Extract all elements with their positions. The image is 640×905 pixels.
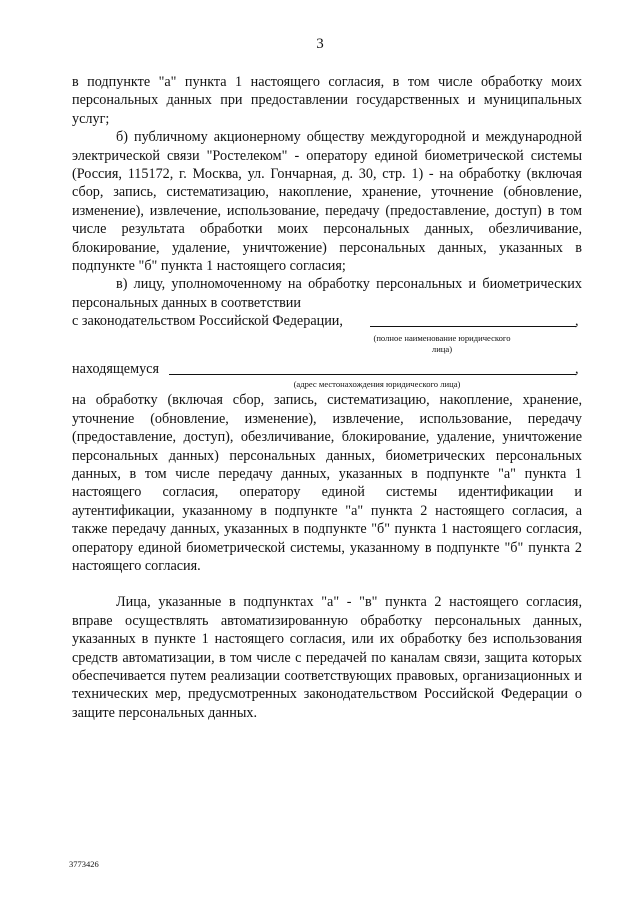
address-caption: (адрес местонахождения юридического лица)	[293, 379, 461, 390]
legal-name-caption: (полное наименование юридического лица)	[373, 333, 511, 355]
legal-name-comma: ,	[575, 313, 579, 330]
address-row	[72, 360, 582, 379]
paragraph-authorized-person: в) лицу, уполномоченному на обработку персональных и биометрических персональных данных в соответствии	[72, 276, 582, 311]
document-body	[72, 73, 582, 722]
paragraph-rostelecom: б) публичному акционерному обществу междугородной и международной электрической связи "Ростелеком" - оператору единой биометрической системы (Россия, 115172, г. Москва, ул. Гончарная, д. 30, стр. 1) - на обработку (включая сбор, запись, систематизацию, накопление, хранение, уточнение (обновление, изменение), извлечение, использование, передачу (предоставление, доступ) в том числе результата обработки моих персональных данных, обезличивание, блокирование, удаление, уничтожение) персональных данных, указанных в подпункте "б" пункта 1 настоящего согласия;	[72, 129, 582, 275]
page-number: 3	[316, 36, 324, 52]
address-caption-row	[72, 379, 582, 391]
paragraph-continuation: в подпункте "а" пункта 1 настоящего согласия, в том числе обработку моих персональных данных при предоставлении государственных и муниципальных услуг;	[72, 74, 582, 127]
paragraph-persons-rights: Лица, указанные в подпунктах "а" - "в" пункта 2 настоящего согласия, вправе осуществлять автоматизированную обработку персональных данных, указанных в пункте 1 настоящего согласия, или их обработку без использования средств автоматизации, в том числе с передачей по каналам связи, защита которых обеспечивается путем реализации соответствующих правовых, организационных и технических мер, предусмотренных законодательством Российской Федерации о защите персональных данных.	[72, 594, 582, 721]
legal-name-row	[72, 312, 582, 331]
legal-name-caption-row	[72, 331, 582, 357]
document-code: 3773426	[69, 859, 99, 869]
paragraph-processing: на обработку (включая сбор, запись, систематизацию, накопление, хранение, уточнение (обновление, изменение), извлечение, использование, передачу (предоставление, доступ), обезличивание, блокирование, удаление, уничтожение персональных данных) персональных данных, биометрических персональных данных, в том числе передачу данных, указанных в подпункте "а" пункта 1 настоящего согласия, оператору единой системы идентификации и аутентификации, указанному в подпункте "а" пункта 2 настоящего согласия, а также передачу данных, указанных в подпункте "б" пункта 1 настоящего согласия, оператору единой биометрической системы, указанному в подпункте "б" пункта 2 настоящего согласия.	[72, 392, 582, 574]
address-comma: ,	[575, 361, 579, 378]
legal-name-label: с законодательством Российской Федерации,	[72, 313, 343, 330]
address-blank	[169, 360, 576, 375]
paragraph-gap	[72, 575, 582, 593]
legal-name-blank	[370, 312, 576, 327]
located-label: находящемуся	[72, 361, 159, 378]
